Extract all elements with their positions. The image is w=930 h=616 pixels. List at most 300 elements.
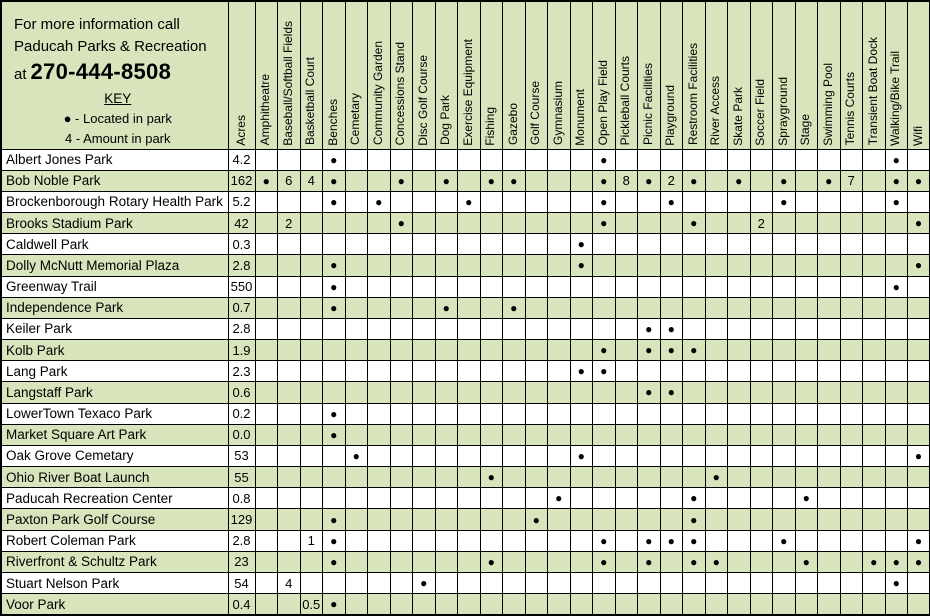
amenity-dot: ● bbox=[503, 170, 526, 191]
amenity-empty-cell bbox=[548, 530, 571, 551]
amenity-empty-cell bbox=[615, 255, 638, 276]
park-name: Kolb Park bbox=[1, 340, 228, 361]
amenity-empty-cell bbox=[278, 255, 301, 276]
amenity-dot: ● bbox=[323, 191, 346, 212]
amenity-empty-cell bbox=[458, 318, 481, 339]
amenity-empty-cell bbox=[818, 382, 841, 403]
amenity-empty-cell bbox=[413, 551, 436, 572]
amenity-dot: ● bbox=[570, 361, 593, 382]
amenity-count: 2 bbox=[278, 213, 301, 234]
amenity-dot: ● bbox=[660, 191, 683, 212]
amenity-empty-cell bbox=[368, 276, 391, 297]
amenity-empty-cell bbox=[458, 530, 481, 551]
amenity-empty-cell bbox=[885, 234, 908, 255]
amenity-empty-cell bbox=[818, 403, 841, 424]
amenity-empty-cell bbox=[300, 488, 323, 509]
amenity-empty-cell bbox=[525, 530, 548, 551]
amenity-empty-cell bbox=[480, 191, 503, 212]
amenity-empty-cell bbox=[683, 149, 706, 170]
amenity-empty-cell bbox=[368, 170, 391, 191]
amenity-empty-cell bbox=[795, 213, 818, 234]
amenity-dot: ● bbox=[683, 509, 706, 530]
amenity-empty-cell bbox=[413, 424, 436, 445]
amenity-empty-cell bbox=[300, 551, 323, 572]
amenity-empty-cell bbox=[503, 488, 526, 509]
amenity-empty-cell bbox=[390, 234, 413, 255]
amenity-empty-cell bbox=[795, 509, 818, 530]
amenity-dot: ● bbox=[323, 255, 346, 276]
column-header-basketball-court bbox=[300, 1, 323, 149]
amenity-empty-cell bbox=[750, 572, 773, 593]
amenity-empty-cell bbox=[255, 213, 278, 234]
amenity-empty-cell bbox=[413, 340, 436, 361]
amenity-empty-cell bbox=[278, 191, 301, 212]
amenity-empty-cell bbox=[593, 594, 616, 615]
park-acres: 0.6 bbox=[228, 382, 255, 403]
amenity-empty-cell bbox=[368, 445, 391, 466]
amenity-empty-cell bbox=[795, 382, 818, 403]
amenity-empty-cell bbox=[345, 594, 368, 615]
amenity-empty-cell bbox=[615, 467, 638, 488]
amenity-empty-cell bbox=[773, 276, 796, 297]
park-acres: 54 bbox=[228, 572, 255, 593]
amenity-empty-cell bbox=[525, 467, 548, 488]
amenity-empty-cell bbox=[458, 594, 481, 615]
amenity-empty-cell bbox=[323, 488, 346, 509]
amenity-empty-cell bbox=[480, 445, 503, 466]
amenity-dot: ● bbox=[638, 318, 661, 339]
amenity-empty-cell bbox=[503, 551, 526, 572]
amenity-empty-cell bbox=[728, 530, 751, 551]
amenity-empty-cell bbox=[660, 361, 683, 382]
amenity-dot: ● bbox=[638, 530, 661, 551]
amenity-empty-cell bbox=[503, 361, 526, 382]
amenity-empty-cell bbox=[435, 572, 458, 593]
amenity-empty-cell bbox=[435, 424, 458, 445]
amenity-empty-cell bbox=[503, 276, 526, 297]
amenity-empty-cell bbox=[278, 318, 301, 339]
amenity-empty-cell bbox=[908, 318, 930, 339]
amenity-empty-cell bbox=[660, 297, 683, 318]
amenity-empty-cell bbox=[390, 403, 413, 424]
column-header-acres bbox=[228, 1, 255, 149]
amenity-empty-cell bbox=[863, 234, 886, 255]
amenity-empty-cell bbox=[368, 234, 391, 255]
amenity-empty-cell bbox=[840, 340, 863, 361]
amenity-empty-cell bbox=[345, 255, 368, 276]
amenity-dot: ● bbox=[503, 297, 526, 318]
park-acres: 5.2 bbox=[228, 191, 255, 212]
column-header-label: Gymnasium bbox=[550, 81, 565, 146]
amenity-empty-cell bbox=[300, 276, 323, 297]
amenity-empty-cell bbox=[345, 530, 368, 551]
amenity-dot: ● bbox=[885, 572, 908, 593]
amenity-empty-cell bbox=[638, 149, 661, 170]
column-header-label: Fishing bbox=[483, 106, 498, 146]
amenity-empty-cell bbox=[818, 318, 841, 339]
amenity-empty-cell bbox=[413, 467, 436, 488]
amenity-empty-cell bbox=[840, 382, 863, 403]
amenity-empty-cell bbox=[548, 213, 571, 234]
amenity-empty-cell bbox=[390, 572, 413, 593]
amenity-empty-cell bbox=[548, 467, 571, 488]
amenity-empty-cell bbox=[705, 170, 728, 191]
amenity-empty-cell bbox=[300, 382, 323, 403]
amenity-empty-cell bbox=[885, 297, 908, 318]
amenity-empty-cell bbox=[773, 340, 796, 361]
park-row bbox=[1, 318, 930, 339]
amenity-dot: ● bbox=[390, 170, 413, 191]
amenity-empty-cell bbox=[323, 467, 346, 488]
park-row bbox=[1, 572, 930, 593]
parks-body bbox=[1, 149, 930, 615]
park-name: Bob Noble Park bbox=[1, 170, 228, 191]
amenity-empty-cell bbox=[750, 424, 773, 445]
amenity-empty-cell bbox=[570, 424, 593, 445]
column-header-label: Restroom Facilities bbox=[685, 43, 700, 146]
amenity-empty-cell bbox=[525, 572, 548, 593]
column-header-transient-boat-dock bbox=[863, 1, 886, 149]
amenity-empty-cell bbox=[728, 594, 751, 615]
amenity-empty-cell bbox=[705, 213, 728, 234]
amenity-dot: ● bbox=[638, 382, 661, 403]
column-header-gymnasium bbox=[548, 1, 571, 149]
amenity-empty-cell bbox=[683, 276, 706, 297]
amenity-dot: ● bbox=[593, 191, 616, 212]
amenity-dot: ● bbox=[345, 445, 368, 466]
amenity-empty-cell bbox=[435, 191, 458, 212]
amenity-dot: ● bbox=[660, 530, 683, 551]
amenity-empty-cell bbox=[548, 551, 571, 572]
amenity-empty-cell bbox=[638, 445, 661, 466]
amenity-empty-cell bbox=[278, 276, 301, 297]
amenity-empty-cell bbox=[728, 361, 751, 382]
amenity-empty-cell bbox=[638, 509, 661, 530]
amenity-empty-cell bbox=[458, 551, 481, 572]
amenity-empty-cell bbox=[503, 445, 526, 466]
amenity-empty-cell bbox=[413, 594, 436, 615]
amenity-empty-cell bbox=[773, 551, 796, 572]
amenity-empty-cell bbox=[300, 297, 323, 318]
amenity-empty-cell bbox=[705, 191, 728, 212]
park-name: LowerTown Texaco Park bbox=[1, 403, 228, 424]
column-header-picnic-facilities bbox=[638, 1, 661, 149]
amenity-empty-cell bbox=[795, 594, 818, 615]
amenity-empty-cell bbox=[728, 445, 751, 466]
amenity-dot: ● bbox=[323, 530, 346, 551]
amenity-empty-cell bbox=[750, 191, 773, 212]
amenity-empty-cell bbox=[773, 318, 796, 339]
amenity-empty-cell bbox=[278, 340, 301, 361]
amenity-empty-cell bbox=[278, 424, 301, 445]
amenity-empty-cell bbox=[705, 255, 728, 276]
amenity-empty-cell bbox=[593, 403, 616, 424]
amenity-dot: ● bbox=[795, 551, 818, 572]
amenity-empty-cell bbox=[908, 382, 930, 403]
amenity-empty-cell bbox=[390, 467, 413, 488]
amenity-empty-cell bbox=[593, 297, 616, 318]
amenity-empty-cell bbox=[345, 340, 368, 361]
amenity-empty-cell bbox=[435, 255, 458, 276]
amenity-empty-cell bbox=[908, 424, 930, 445]
amenity-empty-cell bbox=[773, 255, 796, 276]
amenity-empty-cell bbox=[368, 551, 391, 572]
amenity-empty-cell bbox=[593, 234, 616, 255]
amenity-empty-cell bbox=[728, 297, 751, 318]
park-name: Ohio River Boat Launch bbox=[1, 467, 228, 488]
amenity-count: 4 bbox=[300, 170, 323, 191]
amenity-empty-cell bbox=[345, 276, 368, 297]
amenity-empty-cell bbox=[593, 382, 616, 403]
amenity-empty-cell bbox=[750, 382, 773, 403]
amenity-empty-cell bbox=[638, 297, 661, 318]
amenity-empty-cell bbox=[368, 594, 391, 615]
amenity-dot: ● bbox=[593, 149, 616, 170]
amenity-empty-cell bbox=[863, 318, 886, 339]
column-header-benches bbox=[323, 1, 346, 149]
park-acres: 42 bbox=[228, 213, 255, 234]
amenity-empty-cell bbox=[255, 340, 278, 361]
amenity-empty-cell bbox=[413, 382, 436, 403]
acres-header-label: Acres bbox=[233, 114, 248, 146]
amenity-empty-cell bbox=[278, 509, 301, 530]
amenity-empty-cell bbox=[300, 318, 323, 339]
amenity-empty-cell bbox=[908, 297, 930, 318]
column-header-label: Disc Golf Course bbox=[415, 54, 430, 146]
park-row bbox=[1, 297, 930, 318]
amenity-empty-cell bbox=[728, 340, 751, 361]
amenity-empty-cell bbox=[885, 467, 908, 488]
column-header-label: Monument bbox=[573, 88, 588, 146]
amenity-empty-cell bbox=[458, 509, 481, 530]
amenity-empty-cell bbox=[345, 361, 368, 382]
amenity-empty-cell bbox=[570, 572, 593, 593]
amenity-empty-cell bbox=[705, 297, 728, 318]
amenity-empty-cell bbox=[480, 530, 503, 551]
amenity-empty-cell bbox=[255, 509, 278, 530]
column-header-dog-park bbox=[435, 1, 458, 149]
park-row bbox=[1, 594, 930, 615]
amenity-empty-cell bbox=[885, 361, 908, 382]
park-acres: 550 bbox=[228, 276, 255, 297]
amenity-empty-cell bbox=[638, 191, 661, 212]
amenity-empty-cell bbox=[908, 191, 930, 212]
column-header-label: Tennis Courts bbox=[843, 72, 858, 146]
amenity-empty-cell bbox=[255, 276, 278, 297]
park-row bbox=[1, 149, 930, 170]
park-row bbox=[1, 488, 930, 509]
amenity-dot: ● bbox=[368, 191, 391, 212]
amenity-empty-cell bbox=[548, 297, 571, 318]
amenity-dot: ● bbox=[683, 530, 706, 551]
amenity-empty-cell bbox=[278, 530, 301, 551]
amenity-empty-cell bbox=[840, 488, 863, 509]
column-header-label: Sprayground bbox=[775, 76, 790, 146]
amenity-empty-cell bbox=[525, 213, 548, 234]
amenity-empty-cell bbox=[773, 467, 796, 488]
amenity-empty-cell bbox=[818, 551, 841, 572]
amenity-empty-cell bbox=[660, 255, 683, 276]
column-header-label: Stage bbox=[798, 114, 813, 146]
amenity-empty-cell bbox=[480, 297, 503, 318]
amenity-empty-cell bbox=[548, 149, 571, 170]
amenity-empty-cell bbox=[615, 318, 638, 339]
amenity-empty-cell bbox=[638, 234, 661, 255]
amenity-empty-cell bbox=[615, 234, 638, 255]
amenity-dot: ● bbox=[638, 551, 661, 572]
amenity-dot: ● bbox=[570, 445, 593, 466]
amenity-empty-cell bbox=[818, 255, 841, 276]
amenity-empty-cell bbox=[660, 234, 683, 255]
amenity-empty-cell bbox=[615, 213, 638, 234]
amenity-dot: ● bbox=[593, 170, 616, 191]
amenity-dot: ● bbox=[480, 467, 503, 488]
amenity-empty-cell bbox=[840, 149, 863, 170]
amenity-dot: ● bbox=[323, 276, 346, 297]
amenity-empty-cell bbox=[255, 382, 278, 403]
amenity-empty-cell bbox=[705, 509, 728, 530]
amenity-empty-cell bbox=[863, 488, 886, 509]
park-name: Caldwell Park bbox=[1, 234, 228, 255]
column-header-label: River Access bbox=[708, 76, 723, 146]
amenity-empty-cell bbox=[345, 467, 368, 488]
amenity-empty-cell bbox=[750, 170, 773, 191]
amenity-empty-cell bbox=[368, 403, 391, 424]
amenity-count: 0.5 bbox=[300, 594, 323, 615]
amenity-empty-cell bbox=[548, 191, 571, 212]
amenity-empty-cell bbox=[480, 149, 503, 170]
amenity-empty-cell bbox=[593, 255, 616, 276]
amenity-empty-cell bbox=[615, 361, 638, 382]
amenity-empty-cell bbox=[818, 234, 841, 255]
amenity-empty-cell bbox=[300, 445, 323, 466]
amenity-empty-cell bbox=[750, 361, 773, 382]
amenity-empty-cell bbox=[728, 234, 751, 255]
amenity-empty-cell bbox=[413, 297, 436, 318]
amenity-count: 1 bbox=[300, 530, 323, 551]
amenity-empty-cell bbox=[345, 424, 368, 445]
amenity-empty-cell bbox=[818, 488, 841, 509]
park-acres: 2.8 bbox=[228, 318, 255, 339]
amenity-empty-cell bbox=[413, 509, 436, 530]
amenity-empty-cell bbox=[615, 276, 638, 297]
amenity-empty-cell bbox=[840, 530, 863, 551]
amenity-empty-cell bbox=[255, 530, 278, 551]
amenity-empty-cell bbox=[795, 424, 818, 445]
column-header-pickleball-courts bbox=[615, 1, 638, 149]
amenity-dot: ● bbox=[773, 191, 796, 212]
amenity-empty-cell bbox=[638, 276, 661, 297]
amenity-count: 6 bbox=[278, 170, 301, 191]
amenity-empty-cell bbox=[413, 191, 436, 212]
amenity-empty-cell bbox=[840, 318, 863, 339]
amenity-empty-cell bbox=[368, 488, 391, 509]
amenity-empty-cell bbox=[885, 318, 908, 339]
amenity-empty-cell bbox=[255, 255, 278, 276]
park-name: Greenway Trail bbox=[1, 276, 228, 297]
amenity-dot: ● bbox=[323, 551, 346, 572]
amenity-dot: ● bbox=[863, 551, 886, 572]
column-header-label: Open Play Field bbox=[595, 60, 610, 146]
column-header-label: Wifi bbox=[910, 125, 925, 146]
park-name: Oak Grove Cemetary bbox=[1, 445, 228, 466]
amenity-empty-cell bbox=[773, 572, 796, 593]
amenity-empty-cell bbox=[458, 445, 481, 466]
amenity-empty-cell bbox=[683, 382, 706, 403]
amenity-empty-cell bbox=[840, 234, 863, 255]
amenity-empty-cell bbox=[300, 403, 323, 424]
amenity-empty-cell bbox=[773, 382, 796, 403]
amenity-dot: ● bbox=[548, 488, 571, 509]
amenity-empty-cell bbox=[818, 509, 841, 530]
amenity-empty-cell bbox=[390, 361, 413, 382]
amenity-empty-cell bbox=[278, 467, 301, 488]
amenity-empty-cell bbox=[435, 530, 458, 551]
amenity-count: 4 bbox=[278, 572, 301, 593]
amenity-empty-cell bbox=[818, 572, 841, 593]
amenity-dot: ● bbox=[570, 234, 593, 255]
amenity-empty-cell bbox=[728, 488, 751, 509]
amenity-empty-cell bbox=[750, 297, 773, 318]
amenity-empty-cell bbox=[548, 509, 571, 530]
amenity-dot: ● bbox=[885, 149, 908, 170]
amenity-empty-cell bbox=[818, 467, 841, 488]
amenity-empty-cell bbox=[705, 234, 728, 255]
amenity-empty-cell bbox=[503, 509, 526, 530]
column-header-wifi bbox=[908, 1, 930, 149]
amenity-empty-cell bbox=[413, 361, 436, 382]
amenity-empty-cell bbox=[570, 149, 593, 170]
amenity-empty-cell bbox=[413, 403, 436, 424]
column-header-label: Playground bbox=[663, 84, 678, 146]
amenity-empty-cell bbox=[368, 340, 391, 361]
amenity-dot: ● bbox=[705, 551, 728, 572]
amenity-empty-cell bbox=[908, 572, 930, 593]
amenity-empty-cell bbox=[368, 572, 391, 593]
amenity-empty-cell bbox=[660, 572, 683, 593]
amenity-dot: ● bbox=[323, 403, 346, 424]
amenity-empty-cell bbox=[278, 234, 301, 255]
amenity-dot: ● bbox=[638, 170, 661, 191]
park-row bbox=[1, 276, 930, 297]
amenity-empty-cell bbox=[300, 572, 323, 593]
amenity-dot: ● bbox=[593, 340, 616, 361]
amenity-empty-cell bbox=[548, 361, 571, 382]
amenity-dot: ● bbox=[480, 551, 503, 572]
amenity-empty-cell bbox=[570, 594, 593, 615]
amenity-empty-cell bbox=[683, 234, 706, 255]
amenity-empty-cell bbox=[570, 403, 593, 424]
amenity-empty-cell bbox=[570, 318, 593, 339]
amenity-empty-cell bbox=[660, 403, 683, 424]
amenity-empty-cell bbox=[368, 530, 391, 551]
amenity-empty-cell bbox=[525, 149, 548, 170]
amenity-empty-cell bbox=[345, 551, 368, 572]
amenity-empty-cell bbox=[660, 149, 683, 170]
amenity-empty-cell bbox=[593, 572, 616, 593]
column-header-label: Gazebo bbox=[505, 103, 520, 146]
amenity-empty-cell bbox=[255, 467, 278, 488]
amenity-empty-cell bbox=[503, 149, 526, 170]
column-header-label: Walking/Bike Trail bbox=[888, 50, 903, 146]
column-header-restroom-facilities bbox=[683, 1, 706, 149]
park-row bbox=[1, 551, 930, 572]
amenity-empty-cell bbox=[525, 340, 548, 361]
legend-key bbox=[14, 89, 222, 148]
amenity-empty-cell bbox=[548, 340, 571, 361]
amenity-empty-cell bbox=[615, 191, 638, 212]
amenity-empty-cell bbox=[458, 276, 481, 297]
